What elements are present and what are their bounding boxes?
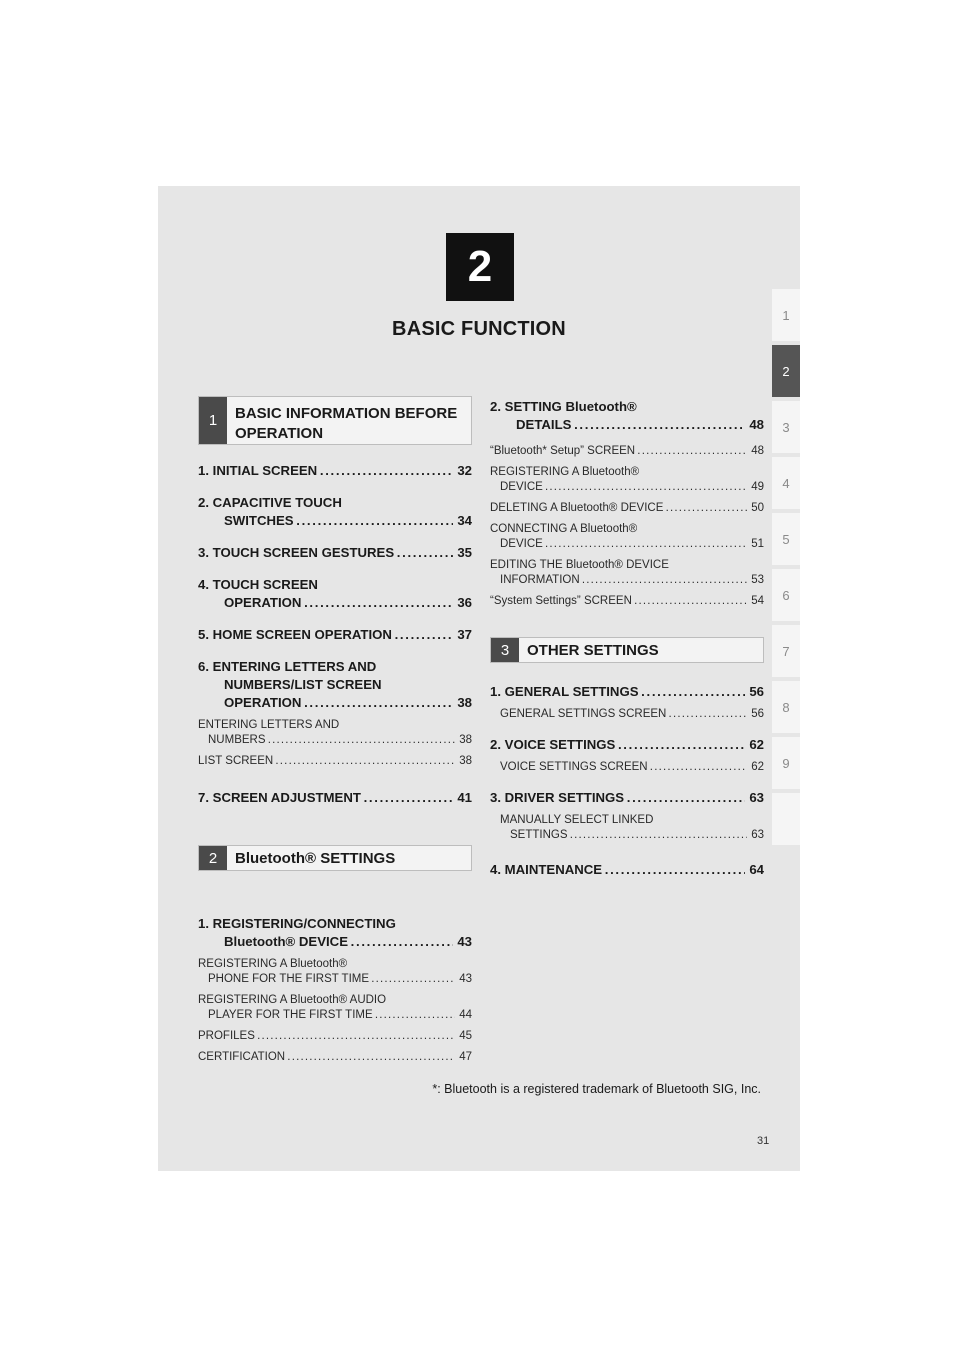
toc-subentry[interactable]: DELETING A Bluetooth® DEVICE . . . 50 bbox=[490, 501, 764, 516]
section-header-3 bbox=[490, 637, 764, 663]
toc-subentry[interactable]: CERTIFICATION . . . 47 bbox=[198, 1050, 472, 1065]
chapter-tabs bbox=[772, 289, 800, 849]
toc-right-column bbox=[490, 396, 764, 879]
toc-subentry[interactable]: “Bluetooth* Setup” SCREEN . . . 48 bbox=[490, 444, 764, 459]
page-ref: 41 bbox=[457, 790, 472, 805]
section-title: BASIC INFORMATION BEFORE OPERATION bbox=[235, 405, 458, 442]
toc-entry[interactable]: 2. CAPACITIVE TOUCH SWITCHES . . . 34 bbox=[198, 494, 472, 530]
page-ref: 47 bbox=[459, 1051, 472, 1063]
toc-left-column bbox=[198, 396, 472, 1065]
toc-entry[interactable]: 7. SCREEN ADJUSTMENT . . . 41 bbox=[198, 789, 472, 807]
toc-subentry[interactable]: ENTERING LETTERS AND NUMBERS . . . 38 bbox=[198, 718, 472, 748]
toc-subentry[interactable]: MANUALLY SELECT LINKED SETTINGS . . . 63 bbox=[490, 813, 764, 843]
page-ref: 35 bbox=[457, 545, 472, 560]
toc-subentry[interactable]: REGISTERING A Bluetooth® AUDIO PLAYER FOR THE FIRST TIME . . . 44 bbox=[198, 993, 472, 1023]
tab-chapter-6[interactable]: 6 bbox=[772, 569, 800, 621]
tab-chapter-1[interactable]: 1 bbox=[772, 289, 800, 341]
chapter-number-box bbox=[446, 233, 514, 301]
page-ref: 45 bbox=[459, 1030, 472, 1042]
page-ref: 63 bbox=[751, 829, 764, 841]
page-ref: 48 bbox=[751, 445, 764, 457]
toc-subentry[interactable]: EDITING THE Bluetooth® DEVICE INFORMATION . . . 53 bbox=[490, 558, 764, 588]
page-ref: 54 bbox=[751, 595, 764, 607]
toc-subentry[interactable]: PROFILES . . . 45 bbox=[198, 1029, 472, 1044]
page-ref: 34 bbox=[457, 513, 472, 528]
toc-subentry[interactable]: VOICE SETTINGS SCREEN . . . 62 bbox=[490, 760, 764, 775]
toc-entry[interactable]: 2. VOICE SETTINGS . . . 62 bbox=[490, 736, 764, 754]
tab-chapter-5[interactable]: 5 bbox=[772, 513, 800, 565]
tab-chapter-4[interactable]: 4 bbox=[772, 457, 800, 509]
toc-entry[interactable]: 1. REGISTERING/CONNECTING Bluetooth® DEVICE . . . 43 bbox=[198, 915, 472, 951]
page-ref: 32 bbox=[457, 463, 472, 478]
page-ref: 56 bbox=[751, 708, 764, 720]
toc-entry[interactable]: 5. HOME SCREEN OPERATION . . . 37 bbox=[198, 626, 472, 644]
tab-chapter-7[interactable]: 7 bbox=[772, 625, 800, 677]
tab-chapter-2[interactable]: 2 bbox=[772, 345, 800, 397]
tab-chapter-9[interactable]: 9 bbox=[772, 737, 800, 789]
section-number: 1 bbox=[199, 397, 227, 444]
section-number: 2 bbox=[199, 846, 227, 870]
toc-entry[interactable]: 1. INITIAL SCREEN . . . 32 bbox=[198, 462, 472, 480]
tab-chapter-blank[interactable] bbox=[772, 793, 800, 845]
toc-subentry[interactable]: GENERAL SETTINGS SCREEN . . . 56 bbox=[490, 707, 764, 722]
chapter-title: BASIC FUNCTION bbox=[392, 318, 566, 340]
page-ref: 53 bbox=[751, 574, 764, 586]
page-ref: 50 bbox=[751, 502, 764, 514]
section-title: OTHER SETTINGS bbox=[527, 642, 659, 659]
section-header-2 bbox=[198, 845, 472, 871]
page-ref: 48 bbox=[749, 417, 764, 432]
page-ref: 38 bbox=[459, 734, 472, 746]
toc-entry[interactable]: 1. GENERAL SETTINGS . . . 56 bbox=[490, 683, 764, 701]
page-number: 31 bbox=[757, 1135, 770, 1147]
toc-entry[interactable]: 3. TOUCH SCREEN GESTURES . . . 35 bbox=[198, 544, 472, 562]
page-ref: 64 bbox=[749, 862, 764, 877]
section-header-1 bbox=[198, 396, 472, 445]
page-ref: 38 bbox=[459, 755, 472, 767]
toc-subentry[interactable]: “System Settings” SCREEN . . . 54 bbox=[490, 594, 764, 609]
toc-entry[interactable]: 4. MAINTENANCE . . . 64 bbox=[490, 861, 764, 879]
toc-entry[interactable]: 2. SETTING Bluetooth® DETAILS . . . 48 bbox=[490, 398, 764, 434]
page-ref: 63 bbox=[749, 790, 764, 805]
page-ref: 43 bbox=[457, 934, 472, 949]
toc-entry[interactable]: 6. ENTERING LETTERS AND NUMBERS/LIST SCREEN OPERATION . . . 38 bbox=[198, 658, 472, 712]
toc-entry[interactable]: 4. TOUCH SCREEN OPERATION . . . 36 bbox=[198, 576, 472, 612]
page-ref: 49 bbox=[751, 481, 764, 493]
chapter-number: 2 bbox=[467, 242, 493, 291]
toc-entry[interactable]: 3. DRIVER SETTINGS . . . 63 bbox=[490, 789, 764, 807]
page-ref: 51 bbox=[751, 538, 764, 550]
section-title: Bluetooth® SETTINGS bbox=[235, 850, 396, 867]
page-ref: 62 bbox=[749, 737, 764, 752]
page-ref: 56 bbox=[749, 684, 764, 699]
page-ref: 37 bbox=[457, 627, 472, 642]
toc-subentry[interactable]: CONNECTING A Bluetooth® DEVICE . . . 51 bbox=[490, 522, 764, 552]
tab-chapter-8[interactable]: 8 bbox=[772, 681, 800, 733]
trademark-footnote: *: Bluetooth is a registered trademark of Bluetooth SIG, Inc. bbox=[432, 1082, 761, 1096]
section-number: 3 bbox=[491, 638, 519, 662]
page-ref: 36 bbox=[457, 595, 472, 610]
tab-chapter-3[interactable]: 3 bbox=[772, 401, 800, 453]
page-ref: 38 bbox=[457, 695, 472, 710]
page-ref: 44 bbox=[459, 1009, 472, 1021]
toc-subentry[interactable]: LIST SCREEN . . . 38 bbox=[198, 754, 472, 769]
page-ref: 62 bbox=[751, 761, 764, 773]
page-ref: 43 bbox=[459, 973, 472, 985]
toc-subentry[interactable]: REGISTERING A Bluetooth® PHONE FOR THE FIRST TIME . . . 43 bbox=[198, 957, 472, 987]
toc-subentry[interactable]: REGISTERING A Bluetooth® DEVICE . . . 49 bbox=[490, 465, 764, 495]
